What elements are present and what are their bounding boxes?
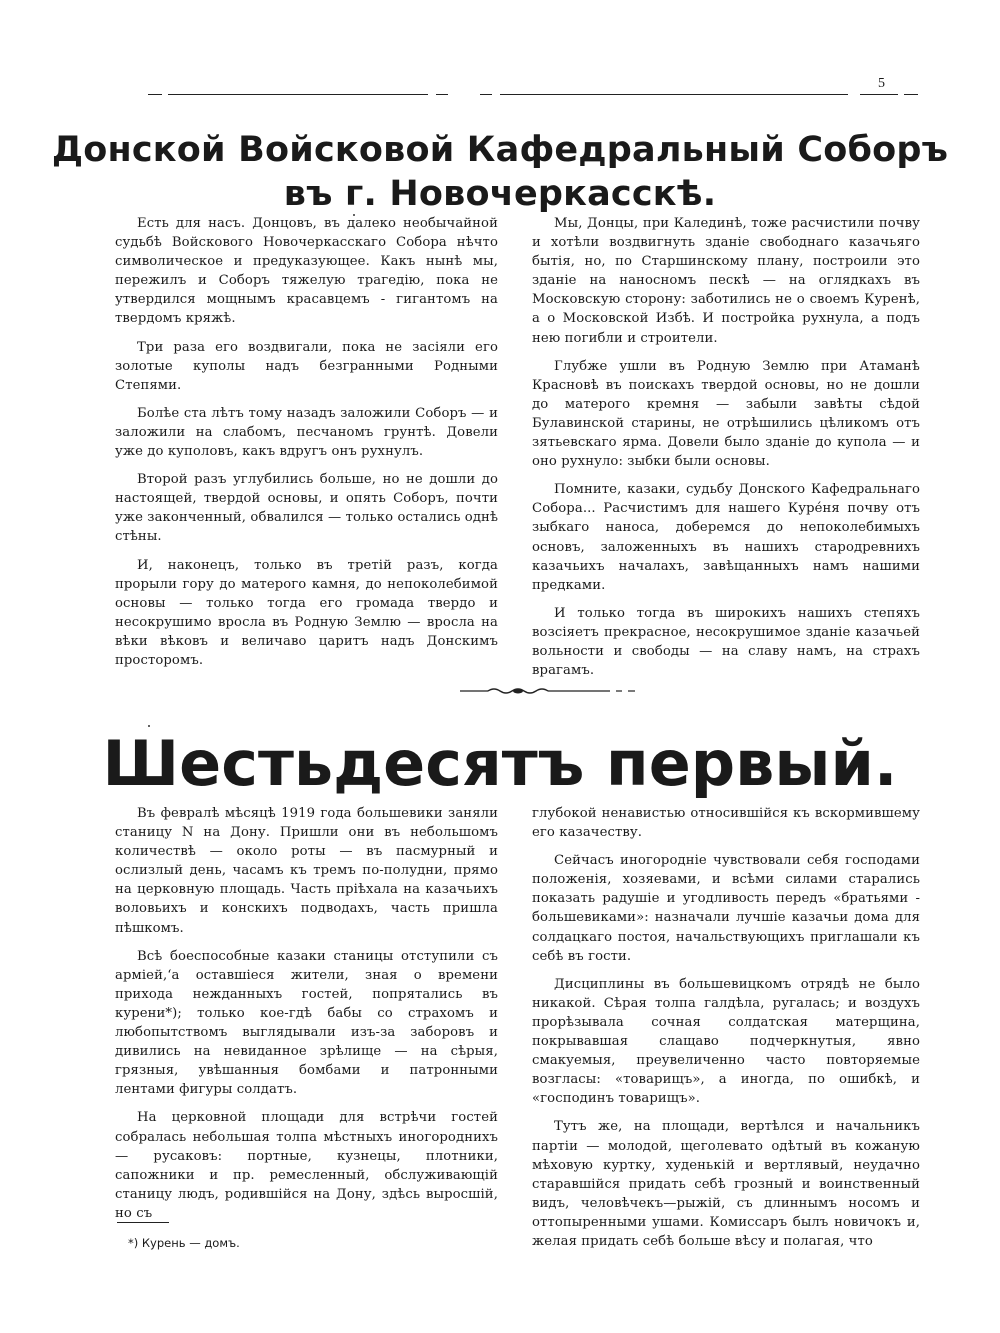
paragraph: Сейчасъ иногородніе чувствовали себя господами положенія, хозяевами, и всѣми силами старались показать радушіе и угодливость передъ «братьями - большевиками»: назначали лучшіе казачьи дома для солдацкаго постоя, начальствующихъ приглашали къ себѣ въ гости. bbox=[532, 853, 920, 964]
paragraph: Глубже ушли въ Родную Землю при Атаманѣ Красновѣ въ поискахъ твердой основы, но не дошли до матерого кремня — забыли завѣты сѣдой Булавинской старины, не отрѣшились цѣликомъ отъ зятьевскаго ярма. Довели было зданіе до купола — и оно рухнуло: зыбки были основы. bbox=[532, 358, 920, 470]
paragraph: Мы, Донцы, при Калединѣ, тоже расчистили почву и хотѣли воздвигнуть зданіе свободнаго казачьяго бытія, но, по Старшинскому плану, построили это зданіе на наносномъ пескѣ — на оглядкахъ въ Московскую сторону: заботились не о своемъ Куренѣ, а о Московской Избѣ. И постройка рухнула, а подъ нею погибли и строители. bbox=[532, 216, 920, 346]
article1-title-line1: Донской Войсковой Кафедральный Соборъ bbox=[51, 130, 949, 170]
paragraph: Всѣ боеспособные казаки станицы отступили съ арміей,ʻа оставшіеся жители, зная о времени прихода нежданныхъ гостей, попрятались въ курени*); только кое-гдѣ бабы со страхомъ и любопытствомъ выглядывали изъ-за заборовъ и дивились на невиданное зрѣлище — на сѣрыя, грязныя, увѣшанныя бомбами и патронными лентами фигуры солдатъ. bbox=[115, 948, 498, 1098]
article1-left-column bbox=[115, 214, 498, 679]
paragraph: Второй разъ углубились больше, но не дошли до настоящей, твердой основы, и опять Соборъ, почти уже законченный, обвалился — только остались однѣ стѣны. bbox=[115, 472, 498, 545]
paragraph: Тутъ же, на площади, вертѣлся и начальникъ партіи — молодой, щеголевато одѣтый въ кожаную мѣховую куртку, худенькій и вертлявый, неудачно старавшійся придать себѣ грозный и воинственный видъ, человѣчекъ—рыжій, съ длиннымъ носомъ и оттопыренными ушами. Комиссаръ былъ новичокъ и, желая придать себѣ больше вѣсу и полагая, что bbox=[532, 1119, 920, 1249]
article2-title: Шестьдесятъ первый. bbox=[102, 727, 898, 800]
paragraph: Дисциплины въ большевицкомъ отрядѣ не было никакой. Сѣрая толпа галдѣла, ругалась; и воздухъ прорѣзывала сочная солдатская матерщина, покрывавшая слащаво подчеркнутыя, явно смакуемыя, преувеличенно часто повторяемые возгласы: «товарищъ», а иногда, по ошибкѣ, и «господинъ товарищъ». bbox=[532, 976, 920, 1107]
page-number: 5 bbox=[878, 76, 885, 91]
article2-left-column bbox=[115, 804, 498, 1232]
paragraph: глубокой ненавистью относившійся къ вскормившему его казачеству. bbox=[532, 806, 920, 841]
paragraph: На церковной площади для встрѣчи гостей собралась небольшая толпа мѣстныхъ иногороднихъ — русаковъ: портные, кузнецы, плотники, сапожники и пр. ремесленный, обслуживающій станицу людъ, родившійся на Дону, здѣсь выросшій, но съ bbox=[115, 1110, 498, 1221]
article2-right-column bbox=[532, 804, 920, 1260]
paragraph: Три раза его воздвигали, пока не засіяли его золотые куполы надъ безгранными Родными Степями. bbox=[115, 339, 498, 393]
paragraph: Въ февралѣ мѣсяцѣ 1919 года большевики заняли станицу N на Дону. Пришли они въ небольшомъ количествѣ — около роты — въ пасмурный и ослизлый день, часамъ къ тремъ по-полудни, прямо на церковную площадь. Часть пріѣхала на казачьихъ воловьихъ и конскихъ подводахъ, часть пришла пѣшкомъ. bbox=[115, 806, 498, 936]
footnote: *) Курень — домъ. bbox=[128, 1236, 240, 1250]
paragraph: Помните, казаки, судьбу Донского Кафедральнаго Собора... Расчистимъ для нашего Куре́ня почву отъ зыбкаго наноса, доберемся до непоколебимыхъ основъ, заложенныхъ въ нашихъ стародревнихъ казачьихъ началахъ, завѣщанныхъ намъ нашими предками. bbox=[532, 482, 920, 593]
article1-right-column bbox=[532, 214, 920, 689]
paragraph: И, наконецъ, только въ третій разъ, когда прорыли гору до матерого камня, до непоколебимой основы — только тогда его громада твердо и несокрушимо вросла въ Родную Землю — вросла на вѣки вѣковъ и величаво царитъ надъ Донскимъ просторомъ. bbox=[115, 557, 498, 668]
paragraph: И только тогда въ широкихъ нашихъ степяхъ возсіяетъ прекрасное, несокрушимое зданіе казачьей вольности и свободы — на славу намъ, на страхъ врагамъ. bbox=[532, 605, 920, 679]
footnote-rule bbox=[117, 1222, 169, 1223]
article1-title bbox=[0, 128, 1000, 216]
paragraph: Есть для насъ. Донцовъ, въ далеко необычайной судьбѣ Войскового Новочеркасскаго Собора нѣчто символическое и предуказующее. Какъ нынѣ мы, пережилъ и Соборъ тяжелую трагедію, пока не утвердился мощнымъ красавцемъ - гигантомъ на твердомъ кряжѣ. bbox=[115, 216, 498, 327]
article1-title-line2: въ г. Новочеркасскѣ. bbox=[283, 174, 717, 214]
paragraph: Болѣе ста лѣтъ тому назадъ заложили Соборъ — и заложили на слабомъ, песчаномъ грунтѣ. Довели уже до куполовъ, какъ вдругъ онъ рухнулъ. bbox=[115, 405, 498, 460]
divider-ornament bbox=[460, 685, 635, 697]
header-rule bbox=[148, 94, 918, 95]
